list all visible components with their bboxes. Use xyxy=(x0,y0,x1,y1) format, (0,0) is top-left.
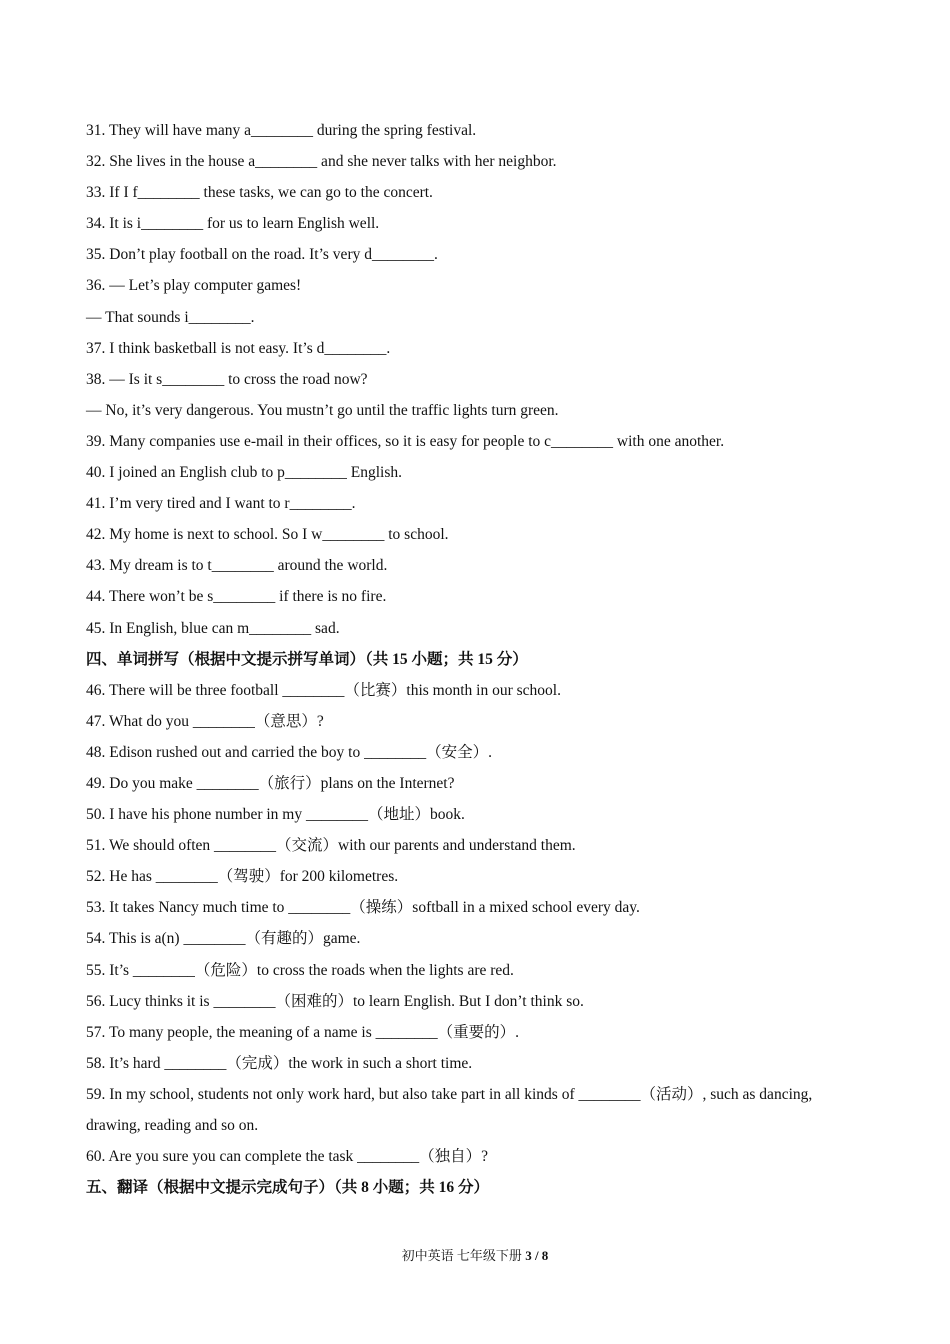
page-number: 3 / 8 xyxy=(525,1248,549,1263)
exercise-line: 51. We should often ________（交流）with our parents and understand them. xyxy=(86,837,576,855)
exercise-line: 49. Do you make ________（旅行）plans on the Internet? xyxy=(86,774,455,792)
page-footer xyxy=(0,1247,950,1265)
exercise-line: 56. Lucy thinks it is ________（困难的）to learn English. But I don’t think so. xyxy=(86,992,584,1010)
exercise-line: 43. My dream is to t________ around the world. xyxy=(86,557,388,575)
exercise-line: 57. To many people, the meaning of a name is ________（重要的）. xyxy=(86,1023,519,1041)
exercise-line: 34. It is i________ for us to learn English well. xyxy=(86,215,380,233)
exercise-line: 58. It’s hard ________（完成）the work in such a short time. xyxy=(86,1054,473,1072)
exercise-line: 47. What do you ________（意思）? xyxy=(86,712,324,730)
exercise-line: 50. I have his phone number in my ________（地址）book. xyxy=(86,806,465,824)
exercise-line: 37. I think basketball is not easy. It’s d________. xyxy=(86,339,391,357)
exercise-line: 42. My home is next to school. So I w________ to school. xyxy=(86,526,449,544)
exercise-line: 32. She lives in the house a________ and she never talks with her neighbor. xyxy=(86,153,557,171)
exercise-line: 31. They will have many a________ during the spring festival. xyxy=(86,122,477,139)
exercise-line: 53. It takes Nancy much time to ________（操练）softball in a mixed school every day. xyxy=(86,899,640,917)
exercise-line: 48. Edison rushed out and carried the boy to ________（安全）. xyxy=(86,743,492,761)
section-heading: 四、单词拼写（根据中文提示拼写单词）（共 15 小题；共 15 分） xyxy=(86,650,528,668)
exercise-line: 52. He has ________（驾驶）for 200 kilometres. xyxy=(86,868,399,886)
exercise-line: 60. Are you sure you can complete the task ________（独自）? xyxy=(86,1148,489,1166)
exercise-line: 45. In English, blue can m________ sad. xyxy=(86,619,340,637)
exercise-line: 40. I joined an English club to p________ English. xyxy=(86,464,403,482)
exercise-line: 41. I’m very tired and I want to r________. xyxy=(86,495,356,513)
exercise-line: 39. Many companies use e-mail in their offices, so it is easy for people to c________ with one another. xyxy=(86,432,725,450)
exercise-line: — That sounds i________. xyxy=(86,308,255,326)
exercise-line: 35. Don’t play football on the road. It’s very d________. xyxy=(86,246,438,264)
exercise-lines xyxy=(86,118,886,1206)
exercise-line: drawing, reading and so on. xyxy=(86,1117,259,1134)
exercise-line: 46. There will be three football ________（比赛）this month in our school. xyxy=(86,681,561,699)
exercise-line: 59. In my school, students not only work hard, but also take part in all kinds of ________（活动）, such as dancing, xyxy=(86,1085,813,1103)
exercise-line: 54. This is a(n) ________（有趣的）game. xyxy=(86,930,361,948)
exercise-line: 55. It’s ________（危险）to cross the roads when the lights are red. xyxy=(86,961,514,979)
footer-label: 初中英语 七年级下册 xyxy=(401,1248,522,1263)
exercise-line: 38. — Is it s________ to cross the road now? xyxy=(86,370,368,388)
exercise-line: 44. There won’t be s________ if there is no fire. xyxy=(86,588,387,606)
section-heading: 五、翻译（根据中文提示完成句子）（共 8 小题；共 16 分） xyxy=(86,1179,490,1197)
exercise-line: 36. — Let’s play computer games! xyxy=(86,277,302,295)
exercise-line: 33. If I f________ these tasks, we can go to the concert. xyxy=(86,184,433,202)
exercise-line: — No, it’s very dangerous. You mustn’t go until the traffic lights turn green. xyxy=(86,401,559,419)
